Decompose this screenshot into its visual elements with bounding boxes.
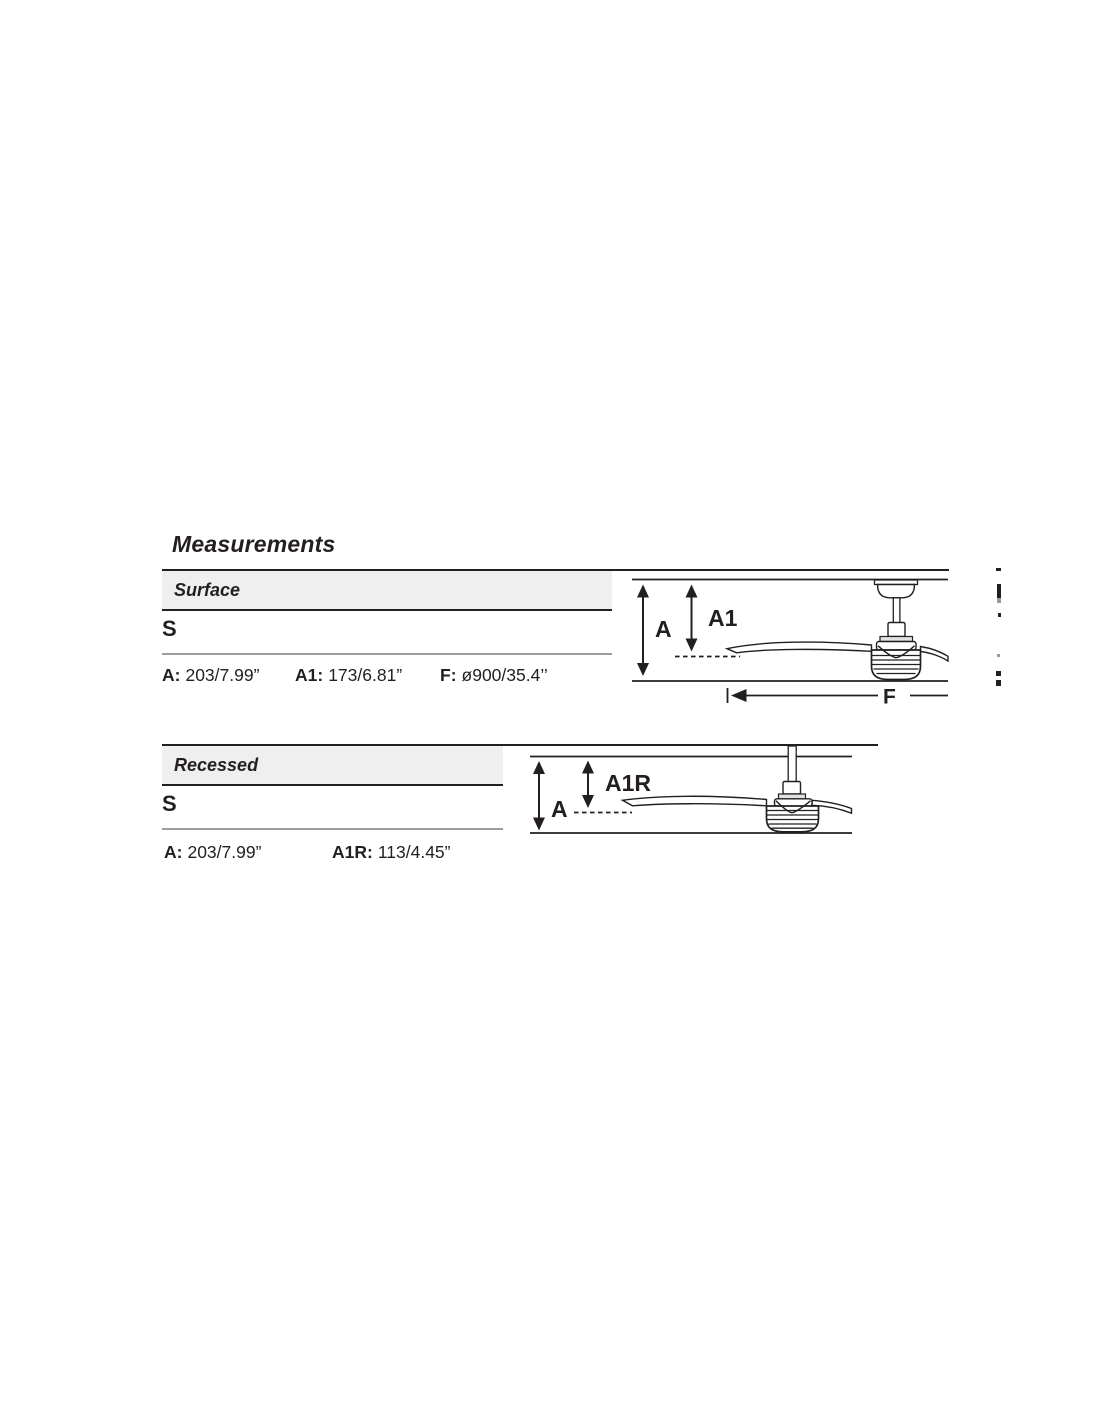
surface-canopy-bell <box>878 585 915 598</box>
recessed-spec-a1r-label: A1R: <box>332 842 373 862</box>
surface-spec-a-value: 203/7.99” <box>185 665 260 685</box>
recessed-spec-a-label: A: <box>164 842 183 862</box>
surface-rod-coupling <box>888 623 905 637</box>
surface-downrod <box>893 598 900 624</box>
surface-dim-f-label: F <box>883 685 896 709</box>
surface-spec-a <box>162 665 259 686</box>
cutoff-fragment <box>997 654 1000 657</box>
recessed-dim-a1r-label: A1R <box>605 770 652 796</box>
recessed-spec-a1r-value: 113/4.45” <box>377 842 451 862</box>
recessed-mount-diagram <box>520 738 860 842</box>
surface-dim-a-arrow <box>637 585 649 677</box>
page-title: Measurements <box>172 531 336 557</box>
recessed-dim-a-label: A <box>551 796 568 822</box>
surface-spec-f <box>440 665 548 686</box>
surface-dim-a1-label: A1 <box>708 605 738 631</box>
recessed-fan-left-blade <box>623 796 767 806</box>
surface-header-bottom-rule <box>162 609 612 611</box>
recessed-downrod <box>788 746 796 782</box>
recessed-dim-a1r-arrow <box>582 761 594 809</box>
recessed-model-label: S <box>162 791 177 816</box>
surface-mount-diagram <box>620 560 955 710</box>
cutoff-fragment <box>997 584 1001 598</box>
surface-dim-f-arrow <box>728 688 949 703</box>
recessed-fan-body <box>767 746 819 832</box>
cutoff-fragment <box>996 671 1001 676</box>
recessed-spec-a-value: 203/7.99” <box>187 842 262 862</box>
recessed-rod-coupling <box>783 782 801 795</box>
surface-header-label: Surface <box>174 580 241 600</box>
recessed-spec-a <box>164 842 261 863</box>
surface-spec-a1-label: A1: <box>295 665 324 685</box>
surface-spec-a1-value: 173/6.81” <box>328 665 403 685</box>
surface-spec-f-label: F: <box>440 665 457 685</box>
surface-spec-a1 <box>295 665 402 686</box>
surface-model-label: S <box>162 616 177 641</box>
recessed-header-bottom-rule <box>162 784 503 786</box>
surface-spec-a-label: A: <box>162 665 181 685</box>
surface-spec-f-value: ø900/35.4’’ <box>461 665 548 685</box>
cutoff-fragment <box>997 598 1001 603</box>
recessed-header-label: Recessed <box>174 755 259 775</box>
recessed-dim-a-arrow <box>533 761 545 831</box>
surface-model-bottom-rule <box>162 653 612 655</box>
surface-dim-a-label: A <box>655 616 672 642</box>
surface-fan-left-blade <box>727 642 872 653</box>
surface-fan-body <box>872 580 921 680</box>
surface-dim-a1-arrow <box>686 585 698 652</box>
recessed-spec-a1r <box>332 842 451 863</box>
cutoff-fragment <box>996 680 1001 686</box>
recessed-model-bottom-rule <box>162 828 503 830</box>
surface-fan-right-blade <box>921 647 949 662</box>
cutoff-fragment <box>996 568 1001 571</box>
cutoff-fragment <box>998 613 1001 617</box>
surface-mount-plate <box>880 637 913 642</box>
